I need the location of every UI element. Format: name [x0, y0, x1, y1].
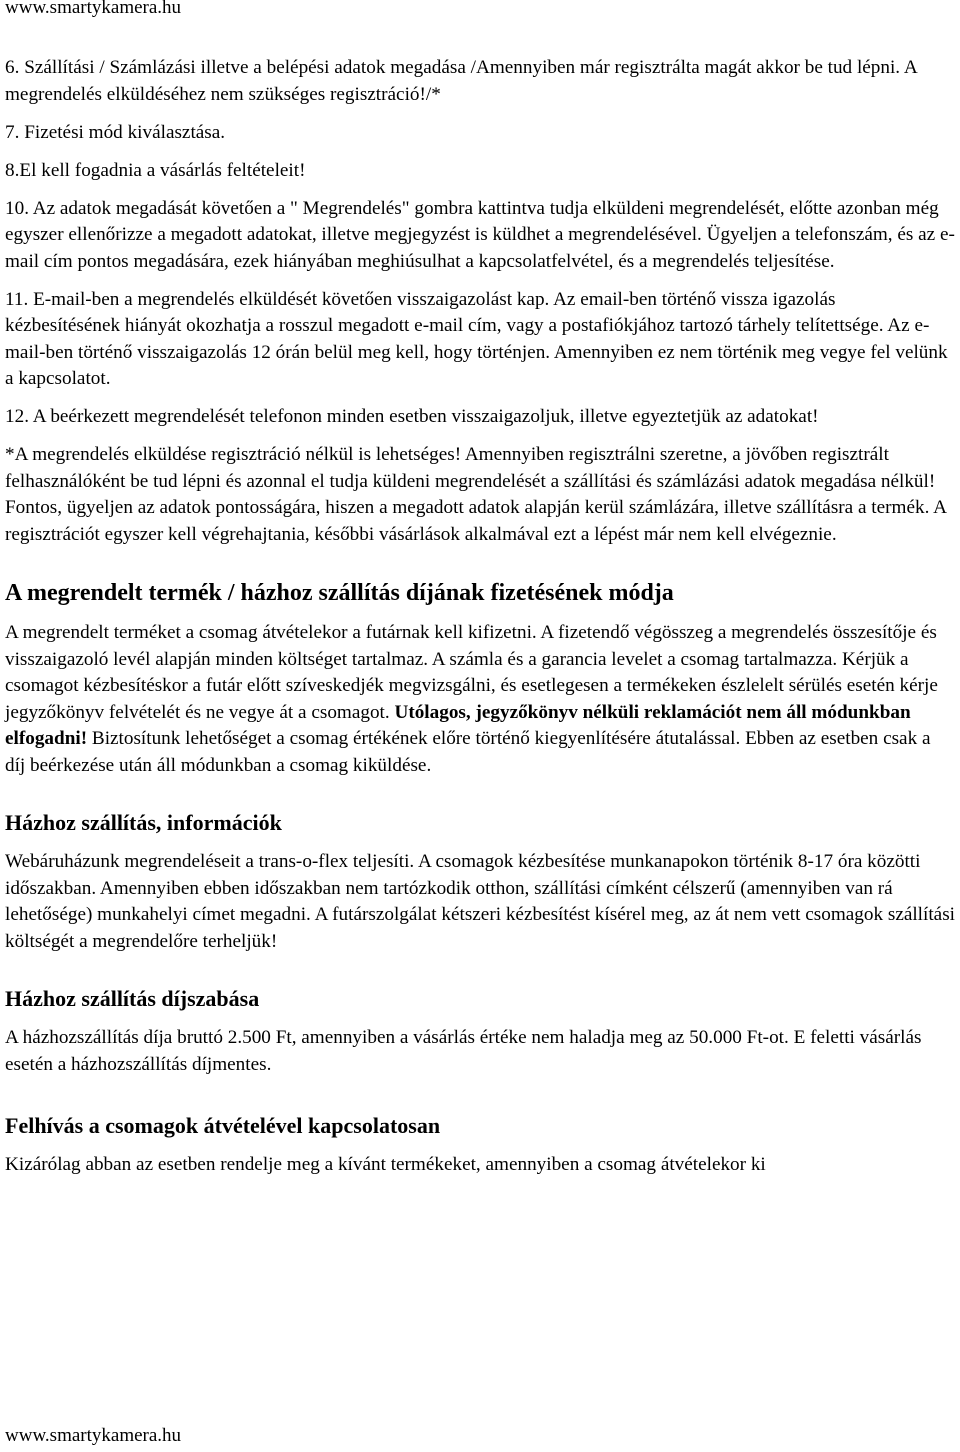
step-11: 11. E-mail-ben a megrendelés elküldését követően visszaigazolást kap. Az email-ben történő vissza igazolás kézbesítésének hiányát okozhatja a rosszul megadott e-mail cím, vagy a postafiókjához tartozó tárhely telítettsége. Az e-mail-ben történő visszaigazolás 12 órán belül meg kell, hogy történjen. Amennyiben ez nem történik meg vegye fel velünk a kapcsolatot.	[5, 288, 948, 389]
fees-text: A házhozszállítás díja bruttó 2.500 Ft, amennyiben a vásárlás értéke nem haladja meg az 50.000 Ft-ot. E feletti vásárlás esetén a házhozszállítás díjmentes.	[5, 1027, 922, 1075]
step-10: 10. Az adatok megadását követően a " Megrendelés" gombra kattintva tudja elküldeni megrendelését, előtte azonban még egyszer ellenőrizze a megadott adatokat, illetve megjegyzést is küldhet a megrendelésével. Ügyeljen a telefonszám, és az e-mail cím pontos megadására, ezek hiányában meghiúsulhat a kapcsolatfelvétel, és a megrendelés teljesítése.	[5, 197, 955, 272]
document-content	[5, 55, 955, 1190]
step-6: 6. Szállítási / Számlázási illetve a belépési adatok megadása /Amennyiben már regisztrálta magát akkor be tud lépni. A megrendelés elküldéséhez nem szükséges regisztráció!/*	[5, 57, 917, 105]
registration-note: *A megrendelés elküldése regisztráció nélkül is lehetséges! Amennyiben regisztrálni szeretne, a jövőben regisztrált felhasználóként be tud lépni és azonnal el tudja küldeni megrendelését a szállítási és számlázási adatok megadása nélkül! Fontos, ügyeljen az adatok pontosságára, hiszen a megadott adatok alapján kerül számlázára, illetve szállításra a termék. A regisztrációt egyszer kell végrehajtania, későbbi vásárlások alkalmával ezt a lépést már nem kell elvégeznie.	[5, 444, 946, 545]
step-7: 7. Fizetési mód kiválasztása.	[5, 121, 226, 143]
delivery-heading: Házhoz szállítás, információk	[5, 810, 282, 835]
fees-heading: Házhoz szállítás díjszabása	[5, 986, 260, 1011]
payment-text	[5, 620, 955, 779]
payment-text-warning: Utólagos, jegyzőkönyv nélküli reklamációt nem áll módunkban elfogadni!	[5, 701, 911, 749]
pickup-text: Kizárólag abban az esetben rendelje meg a kívánt termékeket, amennyiben a csomag átvételekor ki	[5, 1154, 766, 1175]
delivery-text: Webáruházunk megrendeléseit a trans-o-flex teljesíti. A csomagok kézbesítése munkanapokon történik 8-17 óra közötti időszakban. Amennyiben ebben időszakban nem tartózkodik otthon, szállítási címként célszerű (amennyiben van rá lehetősége) munkahelyi címet megadni. A futárszolgálat kétszeri kézbesítést kísérel meg, az át nem vett csomagok szállítási költségét a megrendelőre terheljük!	[5, 851, 955, 952]
page-header-url: www.smartykamera.hu	[5, 0, 182, 18]
step-8: 8.El kell fogadnia a vásárlás feltételeit!	[5, 159, 306, 181]
step-12: 12. A beérkezett megrendelését telefonon minden esetben visszaigazoljuk, illetve egyeztetjük az adatokat!	[5, 406, 819, 427]
payment-text-outro: Biztosítunk lehetőséget a csomag értékének előre történő kiegyenlítésére átutalással. Ebben az esetben csak a díj beérkezése után áll módunkban a csomag kiküldése.	[5, 728, 931, 776]
payment-heading: A megrendelt termék / házhoz szállítás díjának fizetésének módja	[5, 580, 674, 606]
page-footer-url: www.smartykamera.hu	[5, 1425, 182, 1446]
payment-text-intro: A megrendelt terméket a csomag átvételekor a futárnak kell kifizetni. A fizetendő végösszeg a megrendelés összesítője és visszaigazoló levél alapján minden költséget tartalmaz. A számla és a garancia levelet a csomag tartalmazza. Kérjük a csomagot kézbesítéskor a futár előtt szíveskedjék megvizsgálni, és esetlegesen a termékeken észlelelt sérülés esetén kérje jegyzőkönyv felvételét és ne vegye át a csomagot.	[5, 622, 938, 723]
pickup-heading: Felhívás a csomagok átvételével kapcsolatosan	[5, 1113, 441, 1138]
